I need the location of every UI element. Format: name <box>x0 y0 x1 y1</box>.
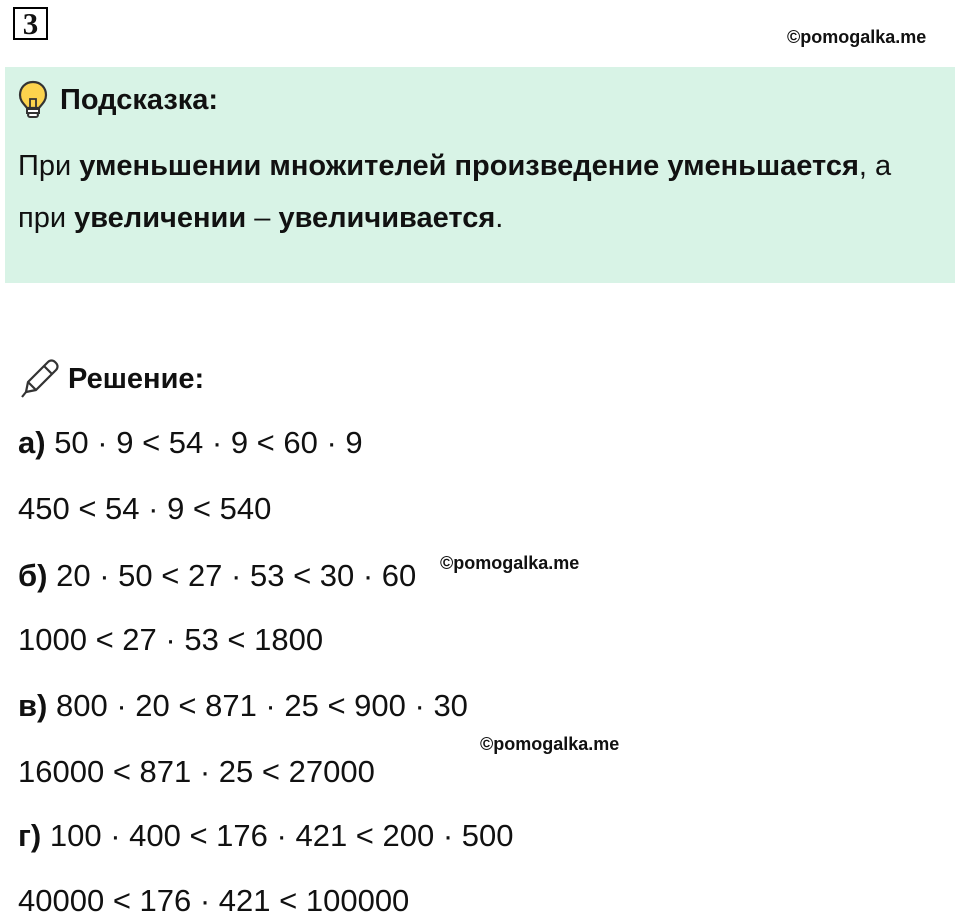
task-number: 3 <box>13 7 48 40</box>
solution-title: Решение: <box>68 362 205 395</box>
hint-heading <box>18 80 218 120</box>
pencil-icon <box>18 358 60 400</box>
watermark: ©pomogalka.me <box>480 734 620 754</box>
solution-line: б) 20 · 50 < 27 · 53 < 30 · 60 <box>18 558 417 593</box>
solution-line: 16000 < 871 · 25 < 27000 <box>18 754 375 789</box>
solution-line: г) 100 · 400 < 176 · 421 < 200 · 500 <box>18 818 514 853</box>
hint-title: Подсказка: <box>60 83 219 116</box>
watermark: ©pomogalka.me <box>440 553 580 573</box>
solution-line: 1000 < 27 · 53 < 1800 <box>18 622 324 657</box>
solution-line: а) 50 · 9 < 54 · 9 < 60 · 9 <box>18 425 363 460</box>
lightbulb-icon <box>18 80 48 120</box>
solution-line: 450 < 54 · 9 < 540 <box>18 491 272 526</box>
solution-heading <box>18 358 204 400</box>
solution-line: в) 800 · 20 < 871 · 25 < 900 · 30 <box>18 688 468 723</box>
solution-line: 40000 < 176 · 421 < 100000 <box>18 883 410 918</box>
watermark: ©pomogalka.me <box>787 27 927 47</box>
hint-text: При уменьшении множителей произведение уменьшается, а при увеличении – увеличивается. <box>18 150 892 234</box>
